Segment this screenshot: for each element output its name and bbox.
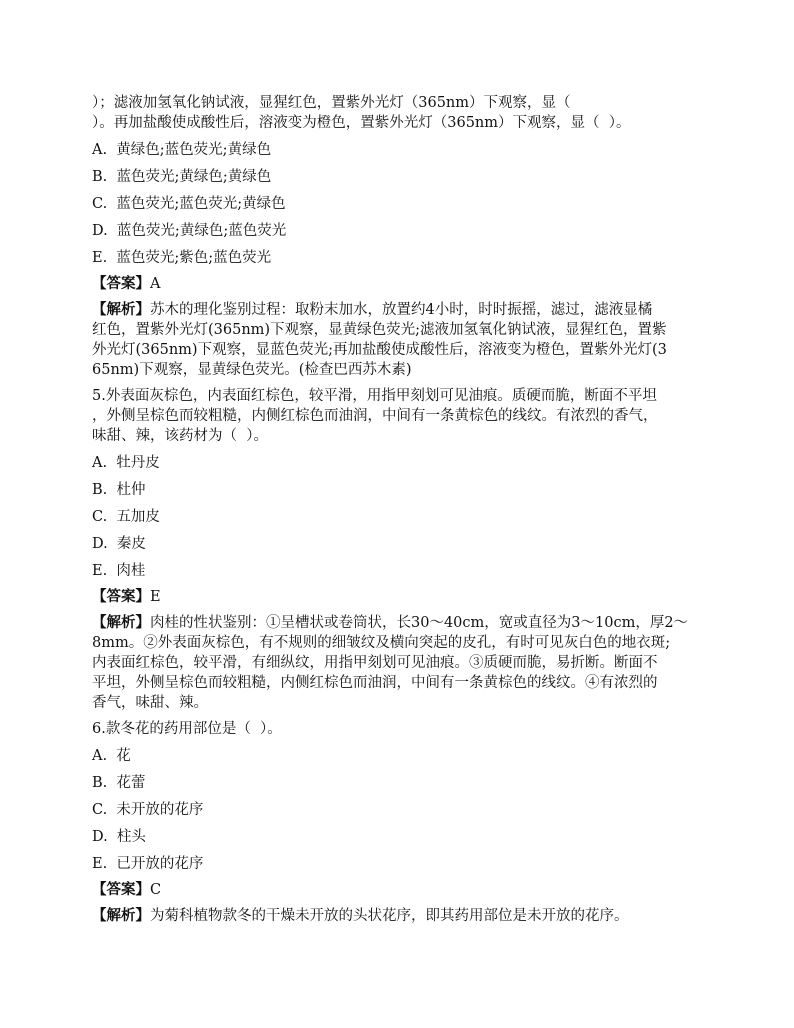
- option-c: C. 蓝色荧光;蓝色荧光;黄绿色: [92, 196, 286, 212]
- explanation-line: 苏木的理化鉴别过程：取粉末加水，放置约4小时，时时振摇，滤过，滤液显橘: [150, 302, 653, 318]
- answer-tag: 【答案】: [92, 589, 150, 605]
- question-stem-line: 6.款冬花的药用部位是（ ）。: [92, 721, 282, 737]
- option-a: A. 黄绿色;蓝色荧光;黄绿色: [92, 142, 272, 158]
- explanation-line: 外光灯(365nm)下观察，显蓝色荧光;再加盐酸使成酸性后，溶液变为橙色，置紫外光灯(3: [92, 342, 667, 358]
- question-6-stem: [92, 719, 704, 739]
- option-a: A. 花: [92, 748, 131, 764]
- option-d: D. 蓝色荧光;黄绿色;蓝色荧光: [92, 223, 287, 239]
- answer-line: [92, 274, 704, 294]
- explanation-line: 平坦，外侧呈棕色而较粗糙，内侧红棕色而油润，中间有一条黄棕色的线纹。④有浓烈的: [92, 675, 658, 691]
- question-stem-line: 5.外表面灰棕色，内表面红棕色，较平滑，用指甲刻划可见油痕。质硬而脆，断面不平坦: [92, 388, 657, 404]
- explanation-tag: 【解析】: [92, 302, 150, 318]
- question-stem-line: ）；滤液加氢氧化钠试液，显猩红色，置紫外光灯（365nm）下观察，显（: [92, 95, 571, 111]
- answer-value: E: [150, 589, 161, 605]
- answer-tag: 【答案】: [92, 882, 150, 898]
- option-c: C. 未开放的花序: [92, 802, 204, 818]
- explanation-tag: 【解析】: [92, 908, 150, 924]
- explanation-line: 香气，味甜、辣。: [92, 695, 208, 711]
- option-b: B. 蓝色荧光;黄绿色;黄绿色: [92, 169, 272, 185]
- question-stem-line: ，外侧呈棕色而较粗糙，内侧红棕色而油润，中间有一条黄棕色的线纹。有浓烈的香气，: [92, 408, 658, 424]
- answer-line: [92, 587, 704, 607]
- explanation-tag: 【解析】: [92, 615, 150, 631]
- explanation: [92, 300, 704, 380]
- answer-tag: 【答案】: [92, 276, 150, 292]
- option-d: D. 柱头: [92, 829, 146, 845]
- answer-value: C: [150, 882, 162, 898]
- answer-line: [92, 880, 704, 900]
- explanation-line: 为菊科植物款冬的干燥未开放的头状花序，即其药用部位是未开放的花序。: [150, 908, 629, 924]
- question-stem-line: 味甜、辣，该药材为（ ）。: [92, 428, 268, 444]
- document-page: [92, 93, 704, 926]
- question-stem-line: ）。再加盐酸使成酸性后，溶液变为橙色，置紫外光灯（365nm）下观察，显（ ）。: [92, 115, 631, 131]
- question-5-stem: [92, 386, 704, 446]
- option-e: E. 肉桂: [92, 563, 146, 579]
- option-e: E. 已开放的花序: [92, 856, 204, 872]
- explanation: [92, 613, 704, 713]
- explanation-line: 8mm。②外表面灰棕色，有不规则的细皱纹及横向突起的皮孔，有时可见灰白色的地衣斑;: [92, 635, 671, 651]
- answer-value: A: [150, 276, 161, 292]
- explanation: [92, 906, 704, 926]
- explanation-line: 红色，置紫外光灯(365nm)下观察，显黄绿色荧光;滤液加氢氧化钠试液，显猩红色，置紫: [92, 322, 667, 338]
- explanation-line: 内表面红棕色，较平滑，有细纵纹，用指甲刻划可见油痕。③质硬而脆，易折断。断面不: [92, 655, 658, 671]
- option-d: D. 秦皮: [92, 536, 146, 552]
- explanation-line: 肉桂的性状鉴别：①呈槽状或卷筒状，长30～40cm，宽或直径为3～10cm，厚2～: [150, 615, 689, 631]
- option-c: C. 五加皮: [92, 509, 160, 525]
- option-e: E. 蓝色荧光;紫色;蓝色荧光: [92, 250, 272, 266]
- option-b: B. 花蕾: [92, 775, 146, 791]
- explanation-line: 65nm)下观察，显黄绿色荧光。(检查巴西苏木素): [92, 362, 412, 378]
- option-b: B. 杜仲: [92, 482, 146, 498]
- option-a: A. 牡丹皮: [92, 455, 160, 471]
